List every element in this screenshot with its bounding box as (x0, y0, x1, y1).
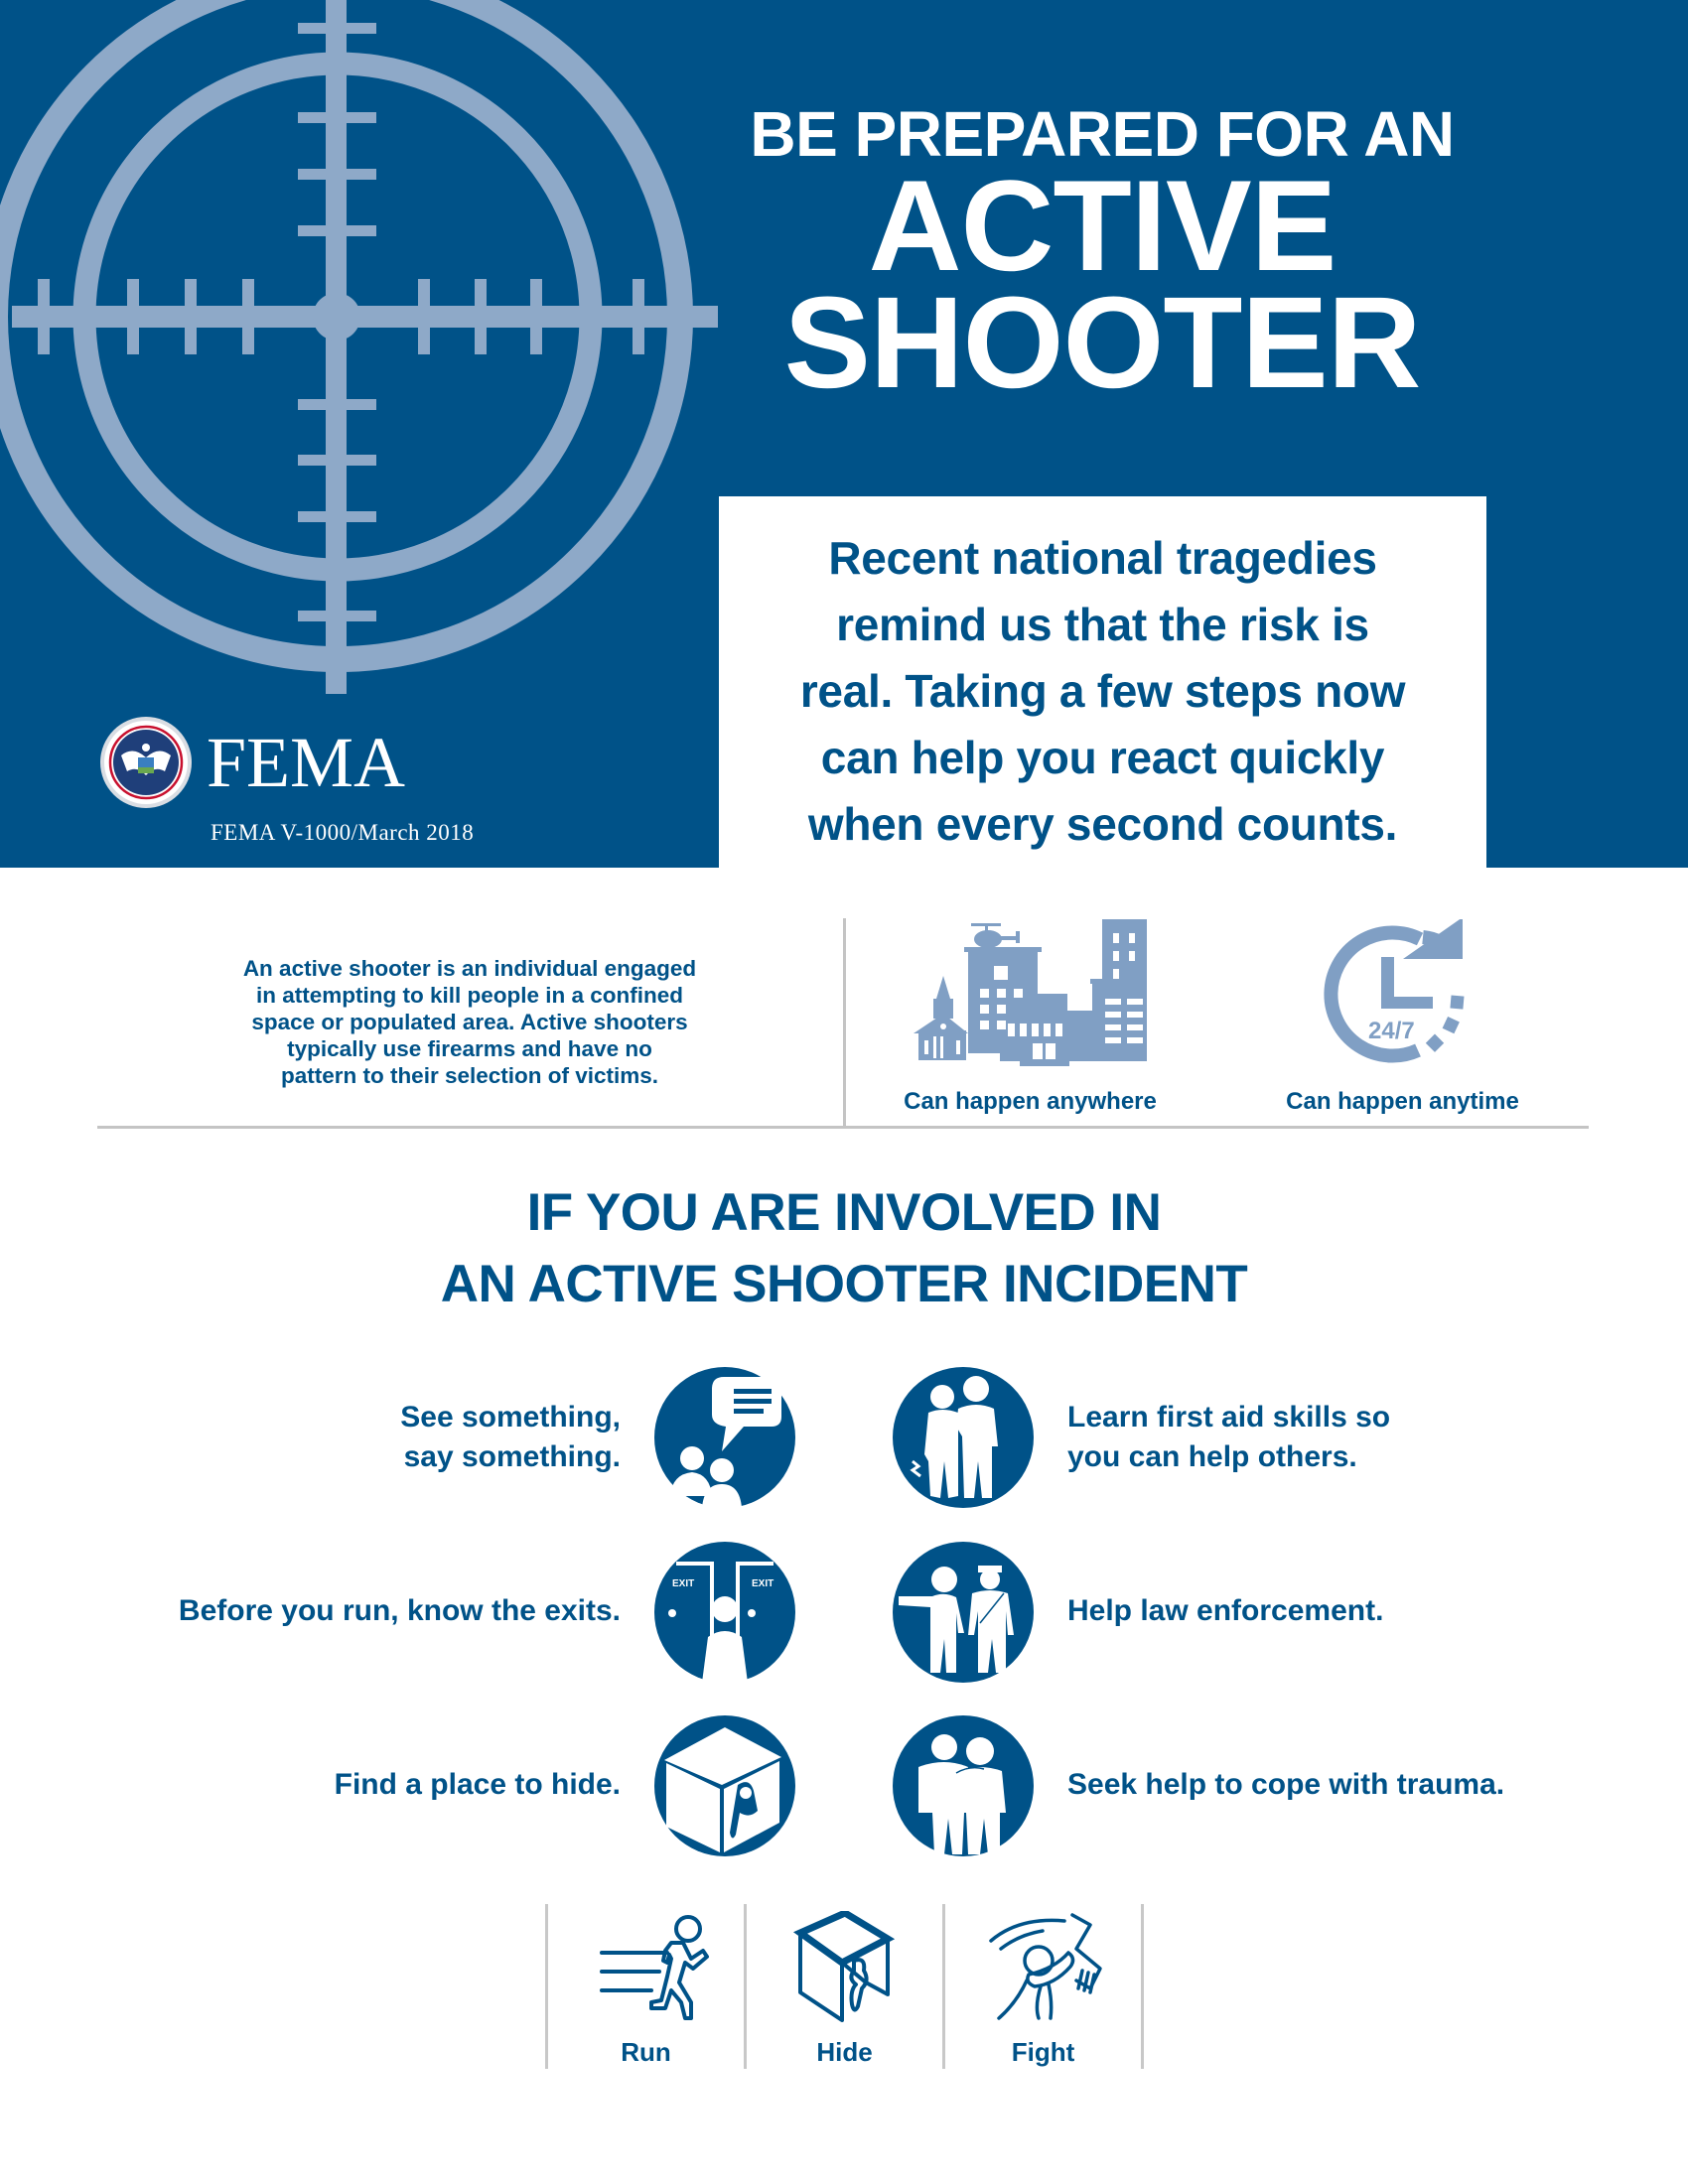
intro-line: can help you react quickly (820, 732, 1385, 783)
feature-anywhere (874, 919, 1187, 1116)
exit-doors-icon (654, 1542, 795, 1683)
title-line-2: ACTIVE (868, 153, 1336, 298)
document-version: FEMA V-1000/March 2018 (211, 820, 475, 845)
tip-first-aid (1067, 1398, 1390, 1477)
definition-line: in attempting to kill people in a confined (255, 983, 684, 1008)
definition-line: An active shooter is an individual engaged (242, 956, 697, 981)
hero-banner (0, 0, 1688, 868)
action-label: Fight (1011, 2037, 1075, 2067)
action-hide (747, 1911, 942, 2068)
intro-callout (719, 496, 1486, 868)
action-label: Run (621, 2037, 671, 2067)
action-fight (945, 1911, 1141, 2068)
tip-line: Seek help to cope with trauma. (1067, 1768, 1505, 1801)
intro-line: remind us that the risk is (836, 599, 1369, 650)
horizontal-divider (97, 1126, 1589, 1129)
clock-label: 24/7 (1367, 1018, 1415, 1044)
fight-icon (969, 1911, 1118, 2025)
intro-line: real. Taking a few steps now (799, 665, 1406, 717)
definition-line: space or populated area. Active shooters (251, 1010, 688, 1034)
incident-heading (298, 1177, 1390, 1320)
tip-see-something (400, 1398, 621, 1477)
active-shooter-definition (159, 955, 780, 1089)
action-label: Hide (816, 2037, 873, 2067)
tip-line: Find a place to hide. (334, 1768, 621, 1801)
svg-text:EXIT: EXIT (672, 1578, 695, 1589)
hide-icon (771, 1911, 919, 2025)
first-aid-people-icon (893, 1367, 1034, 1508)
intro-line: Recent national tragedies (828, 532, 1377, 584)
title-line-1: BE PREPARED FOR AN (750, 98, 1455, 170)
tip-line: you can help others. (1067, 1440, 1357, 1473)
heading-line: IF YOU ARE INVOLVED IN (526, 1183, 1162, 1242)
vertical-divider (843, 918, 846, 1129)
hide-box-icon (654, 1715, 795, 1856)
tip-line: Help law enforcement. (1067, 1594, 1384, 1627)
heading-line: AN ACTIVE SHOOTER INCIDENT (440, 1255, 1248, 1313)
tip-line: Learn first aid skills so (1067, 1401, 1391, 1433)
action-divider (1141, 1904, 1144, 2069)
buildings-icon (909, 919, 1152, 1068)
feature-label: Can happen anytime (1286, 1088, 1519, 1115)
action-run (548, 1911, 744, 2068)
clock-24-7-icon (1324, 919, 1482, 1068)
svg-text:EXIT: EXIT (752, 1578, 774, 1589)
feature-label: Can happen anywhere (904, 1088, 1157, 1115)
tip-line: Before you run, know the exits. (178, 1594, 621, 1627)
trauma-support-icon (893, 1715, 1034, 1856)
tip-know-exits (179, 1591, 621, 1631)
fema-wordmark: FEMA (207, 723, 406, 802)
law-enforcement-icon (893, 1542, 1034, 1683)
intro-line: when every second counts. (807, 798, 1398, 850)
crosshair-icon (0, 0, 735, 705)
definition-line: typically use firearms and have no (287, 1036, 652, 1061)
feature-anytime (1246, 919, 1559, 1116)
tip-help-law-enforcement (1067, 1591, 1383, 1631)
tip-line: say something. (403, 1440, 621, 1473)
speech-bubble-people-icon (654, 1367, 795, 1508)
definition-line: pattern to their selection of victims. (280, 1063, 659, 1088)
tip-find-hide (335, 1765, 621, 1805)
tip-line: See something, (400, 1401, 621, 1433)
tip-cope-trauma (1067, 1765, 1504, 1805)
dhs-seal-icon (99, 716, 193, 809)
run-icon (572, 1911, 721, 2025)
title-line-3: SHOOTER (783, 269, 1421, 415)
